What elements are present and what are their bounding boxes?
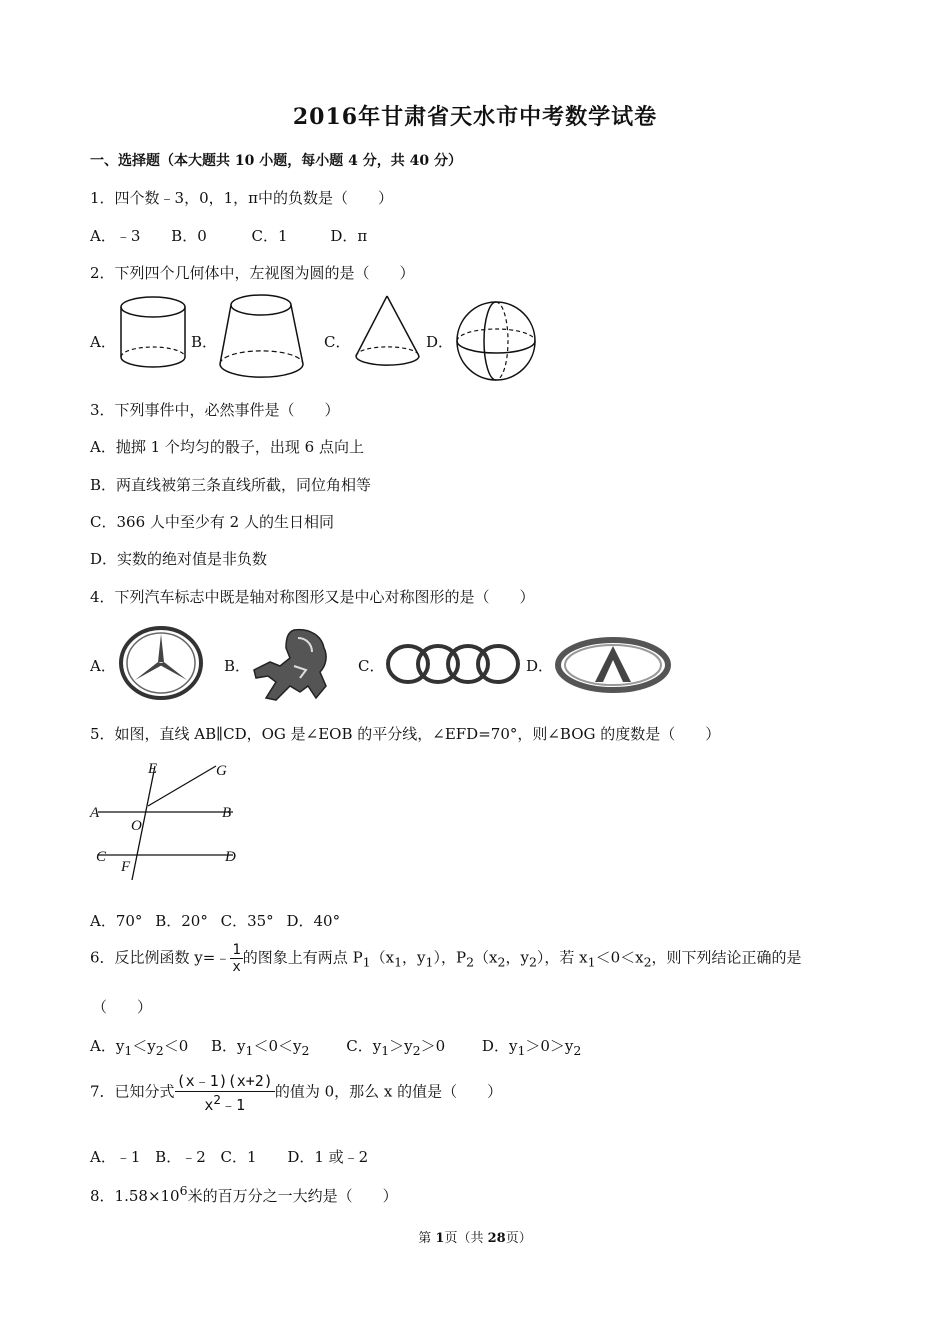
q1-option-a: A．﹣3 [90, 227, 141, 245]
q4-label-c: C． [358, 657, 385, 675]
label-D: D [225, 849, 236, 865]
q2-label-a: A． [90, 333, 116, 351]
label-B: B [222, 805, 232, 821]
sphere-figure [455, 300, 539, 384]
page-number: 1 [435, 1231, 445, 1246]
q4-label-a: A． [90, 657, 116, 675]
question-3-stem: 3．下列事件中，必然事件是（ ） [90, 401, 340, 419]
q6-option-a: A．$y_1<y_2<0$ [90, 1037, 189, 1058]
section-heading: 一、选择题（本大题共 10 小题，每小题 4 分，共 40 分） [90, 153, 462, 169]
q3-option-d: D．实数的绝对值是非负数 [90, 550, 268, 568]
question-1-options [90, 225, 367, 246]
q5-option-c: C．35° [220, 912, 274, 930]
question-6-stem: 6．反比例函数 y=﹣ $\frac{1}{x}$ 的图象上有两点 $P_1(x_1$，$y_1$），$P_2(x_2$，$y_2$），若 $x_1<0<x_2$，则下列结论正确的是 [90, 942, 802, 975]
q1-option-d: D．π [330, 227, 368, 245]
question-8-stem: 8．$1.58\times 10^6$米的百万分之一大约是（ ） [90, 1183, 398, 1205]
q1-option-c: C．1 [251, 227, 288, 245]
parallel-lines-figure [88, 758, 248, 883]
page-title: 2016年甘肃省天水市中考数学试卷 [292, 104, 658, 130]
question-5-options [90, 910, 340, 931]
q4-label-b: B． [224, 657, 251, 675]
mercedes-logo-icon [118, 626, 206, 702]
question-7-stem: 7．已知分式 $\frac{(x﹣1)(x+2)}{x^2﹣1}$ 的值为 0，那么 x 的值是（ ） [90, 1072, 503, 1114]
q6-fraction: $\frac{1}{x}$ [232, 942, 241, 975]
label-E: E [148, 761, 158, 777]
question-6-options [90, 1035, 581, 1058]
q2-label-c: C． [324, 333, 351, 351]
q2-label-d: D． [426, 333, 454, 351]
q6-option-c: C．$y_1>y_2>0$ [346, 1037, 446, 1058]
cone-figure [353, 294, 423, 374]
cylinder-figure [118, 295, 190, 375]
q3-option-b: B．两直线被第三条直线所截，同位角相等 [90, 476, 372, 494]
frustum-figure [217, 292, 307, 384]
q7-fraction: $\frac{(x﹣1)(x+2)}{x^2﹣1}$ [176, 1072, 273, 1114]
q2-label-b: B． [191, 333, 218, 351]
question-1-stem: 1．四个数﹣3，0，1，π中的负数是（ ） [90, 189, 394, 207]
label-G: G [216, 763, 227, 779]
label-O: O [131, 818, 142, 834]
q6-option-b: B．$y_1<0<y_2$ [211, 1037, 310, 1058]
infiniti-logo-icon [555, 636, 671, 694]
q4-label-d: D． [526, 657, 554, 675]
q5-option-b: B．20° [155, 912, 208, 930]
q7-option-c: C．1 [220, 1148, 257, 1166]
q7-option-a: A．﹣1 [90, 1148, 141, 1166]
q3-option-a: A．抛掷 1 个均匀的骰子，出现 6 点向上 [90, 438, 364, 456]
q6-answer-paren: （ ） [92, 998, 153, 1016]
question-5-stem: 5．如图，直线 AB∥CD，OG 是∠EOB 的平分线，∠EFD=70°，则∠BOG 的度数是（ ） [90, 725, 721, 743]
question-2-stem: 2．下列四个几何体中，左视图为圆的是（ ） [90, 264, 415, 282]
q5-option-d: D．40° [286, 912, 341, 930]
q5-option-a: A．70° [90, 912, 143, 930]
question-7-options [90, 1146, 368, 1167]
q6-option-d: D．$y_1>0>y_2$ [481, 1037, 582, 1058]
label-F: F [121, 859, 131, 875]
label-C: C [96, 849, 107, 865]
question-4-stem: 4．下列汽车标志中既是轴对称图形又是中心对称图形的是（ ） [90, 588, 535, 606]
q7-option-b: B．﹣2 [155, 1148, 206, 1166]
label-A: A [90, 805, 100, 821]
q7-option-d: D．1 或﹣2 [287, 1148, 369, 1166]
page-footer: 第 1页（共 28页） [418, 1231, 532, 1246]
page-total: 28 [487, 1231, 506, 1246]
peugeot-lion-logo-icon [250, 626, 336, 702]
q1-option-b: B．0 [171, 227, 207, 245]
q3-option-c: C．366 人中至少有 2 人的生日相同 [90, 513, 334, 531]
audi-rings-logo-icon [385, 642, 520, 688]
